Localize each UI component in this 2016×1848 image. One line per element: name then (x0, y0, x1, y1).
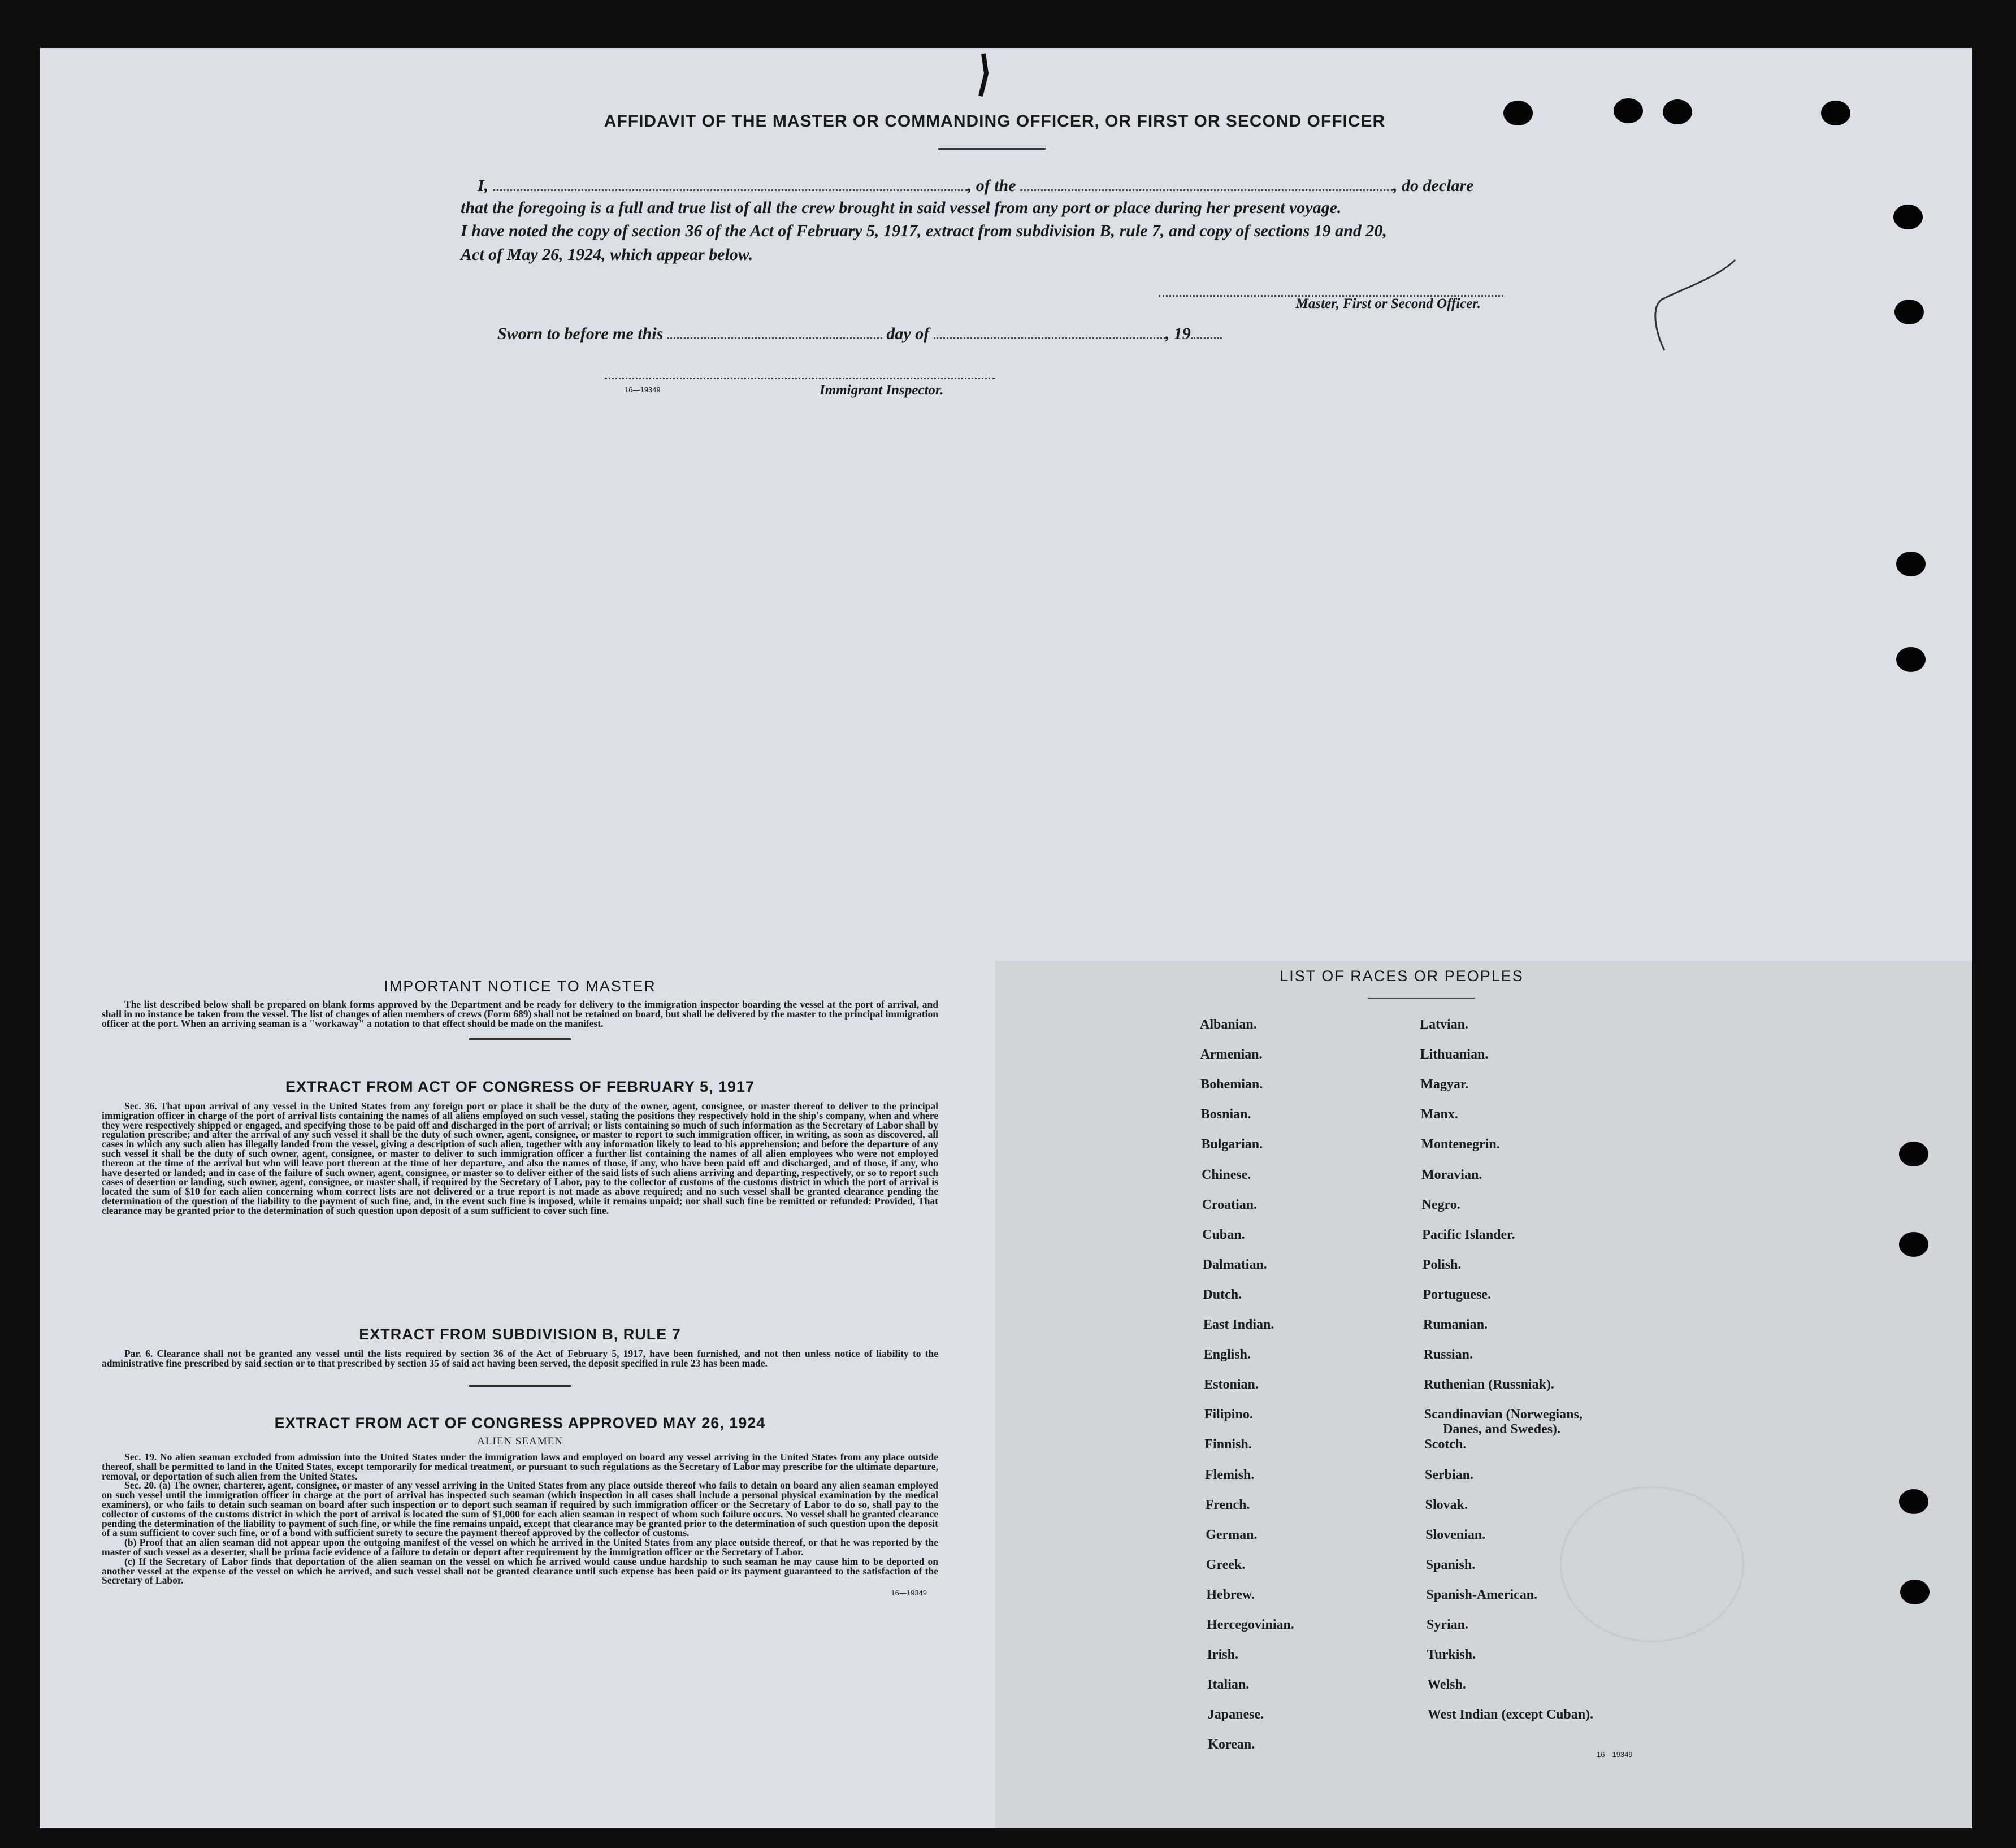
inspector-line (605, 378, 995, 379)
race-item-right: Russian. (1423, 1347, 1473, 1363)
race-item-right: Negro. (1421, 1197, 1460, 1212)
section-20c-text: (c) If the Secretary of Labor finds that deportation of the alien seaman on the vessel on which he arrived would cause undue hardship to such seaman he may cause him to be deported on another vessel at the expense of the vessel on which he arrived, and such vessel shall not be granted clearance until such expense has been paid or its payment guaranteed to the satisfaction of the Secretary of Labor. (102, 1555, 938, 1586)
race-item-left: German. (1206, 1527, 1258, 1542)
sworn-line (497, 324, 1222, 344)
extract-1917-text: Sec. 36. That upon arrival of any vessel in the United States from any foreign port or place it shall be the duty of the owner, agent, consignee, or master thereof to deliver to the principal immigration officer in charge of the port of arrival lists containing the names of all aliens employed on such vessel, stating the positions they respectively hold in the ship's company, when and where they were respectively shipped or engaged, and specifying those to be paid off and discharged in the port of arrival; or lists containing so much of such information as the Secretary of Labor shall by regulation prescribe; and after the arrival of any such vessel it shall be the duty of such owner, agent, consignee, or master to report to such immigration officer, in writing, as soon as discovered, all cases in which any such alien has illegally landed from the vessel, giving a description of such alien, together with any information likely to lead to his apprehension; and before the departure of any such vessel it shall be the duty of such owner, agent, consignee, or master to deliver to such immigration officer a further list containing the names of all alien employees who were not employed thereon at the time of the arrival but who will leave port thereon at the time of her departure, and also the names of those, if any, who have been paid off and discharged, and of those, if any, who have deserted or landed; and in case of the failure of such owner, agent, consignee, or master so to deliver either of the said lists of such aliens arriving and departing, respectively, or so to report such cases of desertion or landing, such owner, agent, consignee, or master shall, if required by the Secretary of Labor, pay to the collector of customs of the customs district in which the port of arrival is located the sum of $10 for each alien concerning whom correct lists are not delivered or a true report is not made as above required; and no such vessel shall be granted clearance pending the determination of the question of the liability to the payment of such fine, and, in the event such fine is imposed, while it remains unpaid; nor shall such fine be remitted or refunded: Provided, That clearance may be granted prior to the determination of such question upon deposit of a sum sufficient to cover such fine. (102, 1100, 938, 1216)
race-item-right: Portuguese. (1423, 1287, 1492, 1302)
extract-1917-title: EXTRACT FROM ACT OF CONGRESS OF FEBRUARY 5, 1917 (285, 1078, 755, 1095)
race-item-left: Dalmatian. (1202, 1257, 1267, 1272)
section-rule (469, 1038, 571, 1040)
race-item-left: Bohemian. (1200, 1077, 1263, 1092)
of-the-label: , of the (967, 176, 1016, 195)
race-item-right: Welsh. (1427, 1677, 1466, 1693)
race-item-left: Filipino. (1204, 1407, 1253, 1422)
race-item-left: English. (1203, 1347, 1251, 1363)
document-page-shaded-area (995, 961, 1972, 1828)
race-item-left: French. (1205, 1497, 1250, 1512)
extract-rule7-section (102, 1326, 938, 1387)
punch-hole (1821, 101, 1850, 125)
race-item-right: Spanish-American. (1426, 1587, 1538, 1602)
race-item-right: Spanish. (1425, 1557, 1476, 1572)
race-item-right: Moravian. (1421, 1167, 1482, 1182)
race-item-left: Bulgarian. (1201, 1137, 1263, 1152)
race-item-right: Serbian. (1425, 1467, 1474, 1482)
race-item-right: Turkish. (1427, 1647, 1476, 1663)
extract-rule7-text: Par. 6. Clearance shall not be granted any vessel until the lists required by section 36 of the Act of February 5, 1917, have been furnished, and not then unless notice of liability to the administrative fine prescribed by said section or to that prescribed by section 35 of said act having been served, the deposit specified in rule 23 has been made. (102, 1348, 938, 1369)
race-item-left: Flemish. (1205, 1467, 1255, 1482)
extract-1924-title: EXTRACT FROM ACT OF CONGRESS APPROVED MAY 26, 1924 (274, 1415, 766, 1431)
race-item-right: Scotch. (1424, 1437, 1467, 1452)
notice-text: The list described below shall be prepared on blank forms approved by the Department and be ready for delivery to the immigration inspector boarding the vessel at the port of arrival, and shall in no instance be taken from the vessel. The list of changes of alien members of crews (Form 689) shall not be retained on board, but shall be delivered by the master to the principal immigration officer at the port. When an arriving seaman is a "workaway" a notation to that effect should be made on the manifest. (102, 999, 938, 1029)
extract-1924-text (102, 1452, 938, 1585)
vessel-blank (1020, 178, 1393, 191)
race-item-right: Slovak. (1425, 1497, 1468, 1512)
ink-mark (975, 51, 992, 102)
form-number: 16—19349 (625, 385, 661, 394)
punch-hole (1663, 99, 1692, 124)
race-item-right: Slovenian. (1425, 1527, 1486, 1542)
race-item-left: Estonian. (1204, 1377, 1259, 1392)
race-item-left: Bosnian. (1200, 1107, 1251, 1122)
race-item-left: Cuban. (1202, 1227, 1245, 1242)
race-item-right: Scandinavian (Norwegians, (1424, 1407, 1583, 1422)
race-item-right: Latvian. (1420, 1017, 1469, 1032)
year-blank (1191, 326, 1222, 339)
punch-hole (1899, 1232, 1928, 1257)
affidavit-i-label: I, (478, 176, 489, 195)
race-item-right: Ruthenian (Russniak). (1424, 1377, 1554, 1392)
race-item-left: East Indian. (1203, 1317, 1274, 1332)
sworn-prefix: Sworn to before me this (497, 324, 664, 343)
title-rule (1368, 998, 1475, 999)
race-item-right: Danes, and Swedes). (1443, 1422, 1561, 1437)
affidavit-line-3: I have noted the copy of section 36 of the Act of February 5, 1917, extract from subdivision B, rule 7, and copy of sections 19 and 20, (461, 222, 1387, 240)
punch-hole (1899, 1489, 1928, 1514)
affidavit-line-1 (478, 176, 1473, 196)
race-item-right: Montenegrin. (1421, 1137, 1500, 1152)
races-title: LIST OF RACES OR PEOPLES (1280, 968, 1524, 984)
section-20b-text: (b) Proof that an alien seaman did not appear upon the outgoing manifest of the vessel on which he arrived in the United States from any place outside thereof, or that he was reported by the master of such vessel as a deserter, shall be prima facie evidence of a failure to detain or deport after requirement by the immigration officer or the Secretary of Labor. (102, 1537, 938, 1558)
race-item-right: Magyar. (1420, 1077, 1469, 1092)
race-item-left: Hercegovinian. (1207, 1617, 1294, 1632)
race-item-left: Italian. (1207, 1677, 1250, 1693)
race-item-left: Irish. (1207, 1647, 1238, 1663)
year-label: , 19 (1165, 324, 1191, 343)
punch-hole (1614, 98, 1643, 123)
extract-rule7-title: EXTRACT FROM SUBDIVISION B, RULE 7 (359, 1326, 681, 1343)
race-item-right: Pacific Islander. (1422, 1227, 1515, 1242)
affidavit-line-4: Act of May 26, 1924, which appear below. (461, 245, 753, 264)
notice-title: IMPORTANT NOTICE TO MASTER (384, 978, 656, 995)
do-declare-label: , do declare (1393, 176, 1474, 195)
punch-hole (1894, 300, 1924, 324)
race-item-right: Syrian. (1427, 1617, 1469, 1632)
race-item-left: Dutch. (1203, 1287, 1242, 1302)
form-number: 16—19349 (1597, 1750, 1633, 1759)
race-item-right: Manx. (1420, 1107, 1458, 1122)
embossed-seal (1560, 1486, 1744, 1642)
race-item-left: Hebrew. (1206, 1587, 1255, 1602)
race-item-left: Korean. (1208, 1737, 1255, 1752)
day-of-label: day of (886, 324, 930, 343)
race-item-left: Finnish. (1204, 1437, 1252, 1452)
race-item-right: Polish. (1422, 1257, 1462, 1272)
race-item-left: Albanian. (1200, 1017, 1257, 1032)
month-blank (934, 326, 1165, 339)
punch-hole (1896, 647, 1926, 672)
extract-1917-section (102, 1078, 938, 1216)
title-rule (938, 148, 1046, 150)
form-number: 16—19349 (891, 1589, 927, 1598)
affidavit-line-2: that the foregoing is a full and true list of all the crew brought in said vessel from any port or place during her present voyage. (461, 198, 1342, 217)
race-item-left: Japanese. (1207, 1707, 1264, 1723)
race-item-left: Croatian. (1202, 1197, 1258, 1212)
race-item-left: Armenian. (1200, 1047, 1263, 1062)
punch-hole (1503, 101, 1533, 125)
signature-label: Master, First or Second Officer. (1295, 296, 1481, 311)
punch-hole (1899, 1142, 1928, 1166)
race-item-left: Greek. (1206, 1557, 1246, 1572)
race-item-left: Chinese. (1202, 1167, 1251, 1182)
section-rule (469, 1385, 571, 1387)
section-19-text: Sec. 19. No alien seaman excluded from admission into the United States under the immigration laws and employed on board any vessel arriving in the United States from any place outside thereof, shall be permitted to land in the United States, except temporarily for medical treatment, or pursuant to such regulations as the Secretary of Labor may prescribe for the ultimate departure, removal, or deportation of such alien from the United States. (102, 1451, 938, 1482)
race-item-right: Lithuanian. (1420, 1047, 1489, 1062)
punch-hole (1893, 205, 1923, 229)
race-item-right: Rumanian. (1423, 1317, 1488, 1332)
affidavit-title: AFFIDAVIT OF THE MASTER OR COMMANDING OFFICER, OR FIRST OR SECOND OFFICER (604, 112, 1386, 131)
section-20a-text: Sec. 20. (a) The owner, charterer, agent, consignee, or master of any vessel arriving in the United States from any place outside thereof who fails to detain on board any alien seaman employed on such vessel until the immigration officer in charge at the port of arrival has inspected such seaman (which inspection in all cases shall include a personal physical examination by the medical examiners), or who fails to detain such seaman on board after such inspection or to deport such seaman if required by such immigration officer or the Secretary of Labor to do so, shall pay to the collector of customs of the customs district in which the port of arrival is located the sum of $1,000 for each alien seaman in respect of whom such failure occurs. No vessel shall be granted clearance pending the determination of the liability to payment of such fine, or while the fine remains unpaid, except that clearance may be granted prior to the determination of such question upon the deposit of a sum sufficient to cover such fine, or of a bond with sufficient surety to secure the payment thereof approved by the collector of customs. (102, 1480, 938, 1539)
inspector-label: Immigrant Inspector. (820, 383, 944, 398)
race-item-right: West Indian (except Cuban). (1427, 1707, 1594, 1723)
pen-mark (1639, 254, 1752, 356)
alien-seamen-subtitle: ALIEN SEAMEN (477, 1435, 563, 1447)
notice-section (102, 978, 938, 1040)
name-blank (493, 178, 968, 191)
punch-hole (1900, 1580, 1930, 1604)
extract-1924-section (102, 1415, 938, 1597)
day-blank (667, 326, 882, 339)
punch-hole (1896, 552, 1926, 576)
